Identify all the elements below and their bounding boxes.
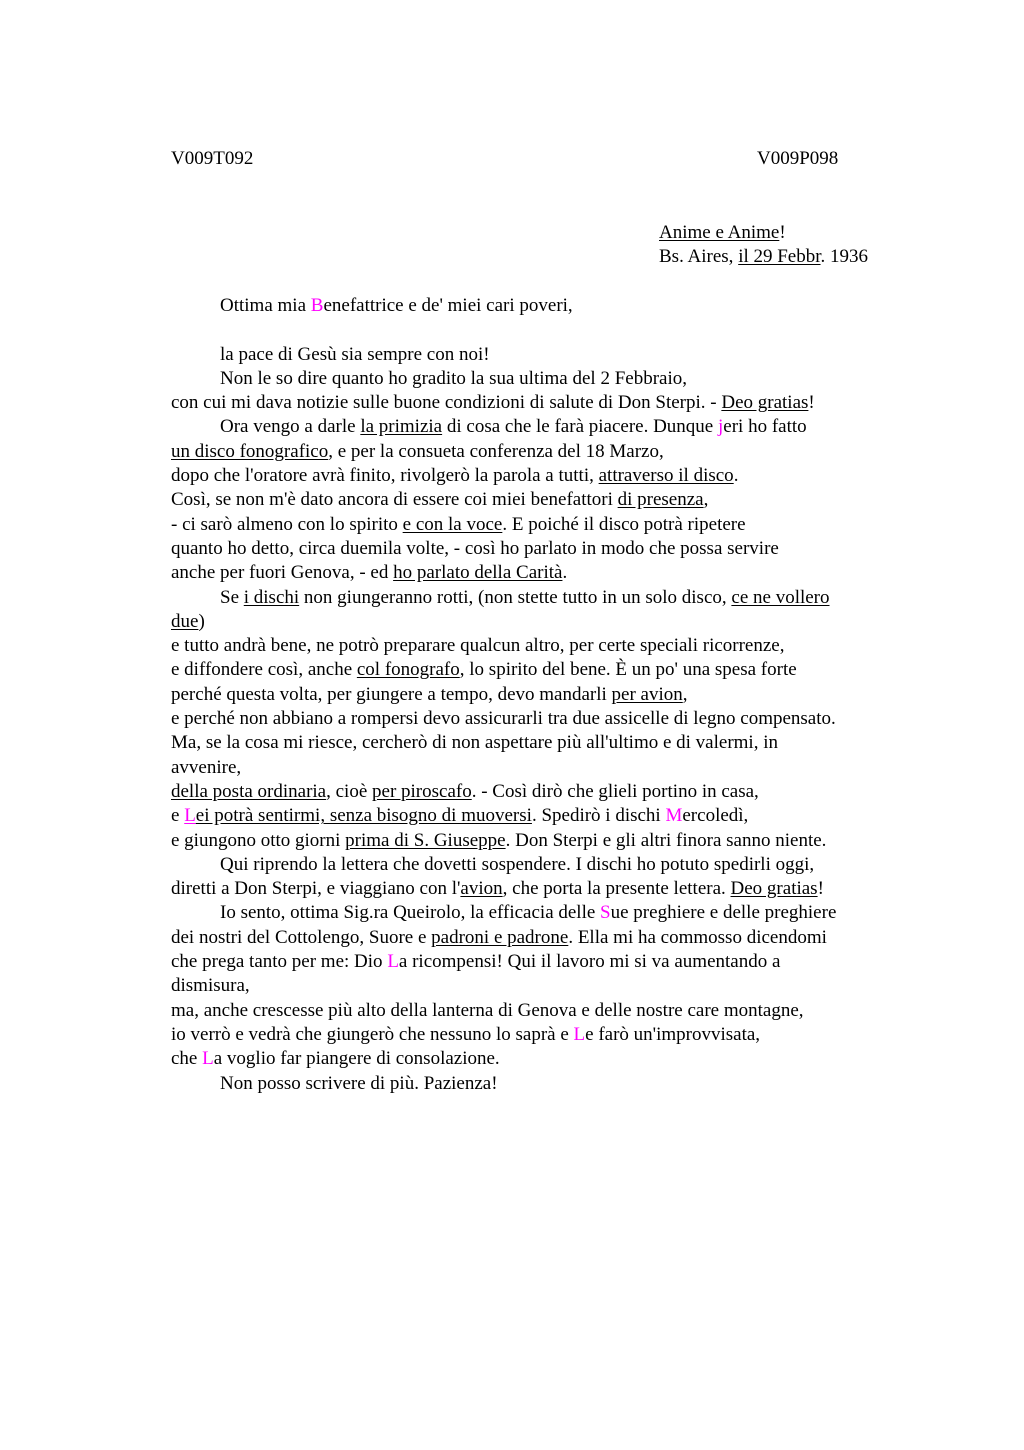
underlined-text: per piroscafo [372,780,472,802]
underlined-text: Deo gratias [721,392,809,414]
highlighted-text: L [573,1023,586,1045]
text-run: a ricompensi! Qui il lavoro mi si va aumentando a [398,951,781,973]
text-line [171,464,901,488]
salutation-text: enefattrice e de' miei cari poveri, [323,295,573,316]
text-line [171,853,901,877]
text-run: ! [808,392,815,414]
highlighted-text: M [665,805,683,827]
underlined-text: della posta ordinaria [171,780,327,802]
text-run: e diffondere così, anche [171,659,357,681]
text-line [171,877,901,901]
text-run: eri ho fatto [723,416,807,438]
text-run: . Ella mi ha commosso dicendomi [568,926,827,948]
text-line [171,1047,901,1071]
text-run: , che porta la presente lettera. [502,878,731,900]
text-run: Non posso scrivere di più. Pazienza! [220,1072,498,1094]
text-run: dopo che l'oratore avrà finito, rivolgerò la parola a tutti, [171,465,599,487]
text-run: e farò un'improvvisata, [585,1023,761,1045]
salutation-text: Ottima mia [220,295,311,316]
text-run: dismisura, [171,975,250,997]
text-run: dei nostri del Cottolengo, Suore e [171,926,432,948]
text-line [171,488,901,512]
highlighted-text: L [387,951,399,973]
text-line [171,513,901,537]
text-line [171,804,901,828]
text-run: la pace di Gesù sia sempre con noi! [220,343,490,365]
text-run: ! [817,878,824,900]
text-run: avvenire, [171,756,242,778]
salutation-initial: B [310,295,324,316]
underlined-text: un disco fonografico [171,440,329,462]
text-line [171,707,901,731]
text-run: e giungono otto giorni [171,829,346,851]
underlined-text: e con la voce [402,513,503,535]
text-run: non giungeranno rotti, (non stette tutto in un solo disco, [299,586,732,608]
document-code-left: V009T092 [171,148,254,169]
text-line [171,926,901,950]
text-run: Ma, se la cosa mi riesce, cercherò di non aspettare più all'ultimo e di valermi, in [171,732,778,754]
text-run: Così, se non m'è dato ancora di essere coi miei benefattori [171,489,618,511]
text-run: Qui riprendo la lettera che dovetti sospendere. I dischi ho potuto spedirli oggi, [220,853,815,875]
text-run: e [171,805,185,827]
text-run: - ci sarò almeno con lo spirito [171,513,403,535]
text-run: , cioè [326,780,373,802]
text-run: ue preghiere e delle preghiere [610,902,837,924]
text-run: . [733,465,739,487]
text-run: che prega tanto per me: Dio [171,951,388,973]
text-run: quanto ho detto, circa duemila volte, - così ho parlato in modo che possa servire [171,537,779,559]
underlined-text: col fonografo [356,659,460,681]
letter-text [171,343,901,1096]
text-run: . Don Sterpi e gli altri finora sanno niente. [505,829,827,851]
text-run: Ora vengo a darle [220,416,361,438]
text-line [171,610,901,634]
text-line [171,586,901,610]
highlighted-text: j [718,416,724,438]
text-line [171,756,901,780]
text-run: ma, anche crescesse più alto della lanterna di Genova e delle nostre care montagne, [171,999,804,1021]
text-run: Non le so dire quanto ho gradito la sua ultima del 2 Febbraio, [220,367,687,389]
text-run: a voglio far piangere di consolazione. [213,1048,500,1070]
text-run: con cui mi dava notizie sulle buone condizioni di salute di Don Sterpi. - [171,392,722,414]
salutation [171,294,901,318]
place: Bs. Aires, [659,246,739,267]
text-line [171,634,901,658]
highlighted-text: L [184,805,196,827]
underlined-text: due [171,610,199,632]
text-line [171,829,901,853]
text-line [171,974,901,998]
letter-body [171,294,901,1096]
underlined-text: di presenza [617,489,704,511]
text-line [171,1023,901,1047]
underlined-text: la primizia [360,416,443,438]
underlined-text: ho parlato della Carità [393,562,563,584]
highlighted-text: L [202,1048,214,1070]
text-line [171,391,901,415]
underlined-text: avion [460,878,503,900]
text-line [171,658,901,682]
underlined-text: prima di S. Giuseppe [345,829,506,851]
text-run: perché questa volta, per giungere a tempo, devo mandarli [171,683,612,705]
text-run: Io sento, ottima Sig.ra Queirolo, la efficacia delle [220,902,601,924]
text-line [171,950,901,974]
text-run: Se [220,586,244,608]
text-line [171,415,901,439]
text-run: e tutto andrà bene, ne potrò preparare qualcun altro, per certe speciali ricorrenze, [171,635,785,657]
underlined-text: ce ne vollero [731,586,830,608]
text-run: io verrò e vedrà che giungerò che nessuno lo saprà e [171,1023,574,1045]
highlighted-text: S [600,902,611,924]
text-run: e perché non abbiano a rompersi devo assicurarli tra due assicelle di legno compensato. [171,708,836,730]
underlined-text: per avion [611,683,683,705]
document-code-right: V009P098 [757,148,839,169]
heading-title: Anime e Anime [659,222,780,243]
blank-line [171,318,901,342]
text-run: anche per fuori Genova, - ed [171,562,394,584]
text-run: . Spedirò i dischi [531,805,666,827]
underlined-text: ei potrà sentirmi, senza bisogno di muoversi [195,805,532,827]
text-run: . - Così dirò che glieli portino in casa, [471,780,759,802]
text-line [171,440,901,464]
text-line [171,367,901,391]
text-run: . [562,562,568,584]
text-run: , lo spirito del bene. È un po' una spesa forte [459,659,797,681]
underlined-text: attraverso il disco [598,465,734,487]
text-run: che [171,1048,203,1070]
text-line [171,780,901,804]
text-run: , [703,489,709,511]
text-line [171,537,901,561]
date: il 29 Febbr [738,246,821,267]
year: . 1936 [820,246,869,267]
text-line [171,561,901,585]
text-run: ercoledì, [682,805,749,827]
heading-punctuation: ! [779,222,786,243]
text-run: ) [198,610,205,632]
letter-heading [659,222,786,244]
underlined-text: Deo gratias [730,878,818,900]
text-line [171,731,901,755]
text-run: , e per la consueta conferenza del 18 Marzo, [328,440,664,462]
text-run: di cosa che le farà piacere. Dunque [442,416,718,438]
underlined-text: i dischi [243,586,300,608]
text-run: diretti a Don Sterpi, e viaggiano con l' [171,878,461,900]
underlined-text: padroni e padrone [431,926,569,948]
text-run: . E poiché il disco potrà ripetere [502,513,746,535]
text-line [171,999,901,1023]
text-run: , [682,683,688,705]
text-line [171,901,901,925]
text-line [171,343,901,367]
place-date-line [659,246,868,268]
text-line [171,1072,901,1096]
text-line [171,683,901,707]
